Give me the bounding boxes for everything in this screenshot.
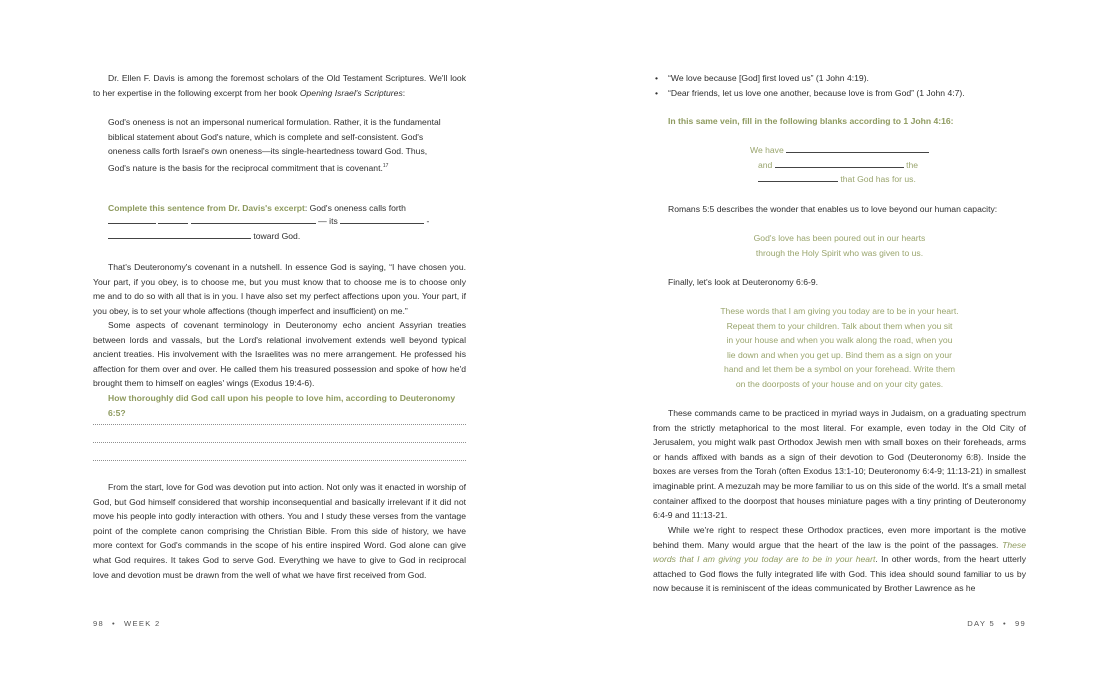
left-page [93, 0, 466, 700]
covenant-paragraph: That's Deuteronomy's covenant in a nutshell. In essence God is saying, “I have chosen you. Your part, if you obey, is to choose me, but you must know that to choose me is to choose only me and to do so with all that is in you. I have also set my perfect affections upon you. Your part, if you obey, is to set your whole affections (though imperfect and insufficient) on me.” [93, 262, 466, 316]
prompt-label: Complete this sentence from Dr. Davis's excerpt [108, 203, 305, 213]
deut-intro: Finally, let's look at Deuteronomy 6:6-9. [668, 277, 819, 287]
motive-paragraph: While we're right to respect these Orthodox practices, even more important is the motive behind them. Many would argue that the heart of the law is the point of the passages. These words that I am giving you today are to be in your heart. In other words, from the heart utterly attached to God flows the fully integrated life with God. This idea should sound familiar to us by now because it is reminiscent of the ideas communicated by Brother Lawrence as he [653, 525, 1026, 594]
davis-excerpt: God's oneness is not an impersonal numerical formulation. Rather, it is the fundamental biblical statement about God's nature, which is complete and self-consistent. God's oneness calls forth Israel's own oneness—its single-heartedness toward God. Thus, God's nature is the basis for the reciprocal commitment that is covenant.$^{17}$ [108, 117, 441, 173]
assyrian-paragraph: Some aspects of covenant terminology in Deuteronomy echo ancient Assyrian treaties between lords and vassals, but the Lord's relational involvement extends well beyond typical ancient treaties. His involvement with the Israelites was no mere arrangement. He professed his affection for them over and over. He called them his treasured possession and spoke of how he'd brought them to himself on eagles' wings (Exodus 19:4-6). [93, 320, 466, 389]
practices-paragraph: These commands came to be practiced in myriad ways in Judaism, on a graduating spectrum from the strictly metaphorical to the most literal. For example, even today in the Old City of Jerusalem, you might walk past Orthodox Jewish men with small boxes on their foreheads, arms or hands affixed with bands as a sign of their devotion to God (Deuteronomy 6:8). Inside the boxes are verses from the Torah (often Exodus 13:1-10; Deuteronomy 6:4-9; 11:13-21) in smallest imaginable print. A mezuzah may be more familiar to us on this side of the world. It's a small metal container affixed to the doorpost that houses miniature pages with a tiny printing of Deuteronomy 6:4-9 and 11:13-21. [653, 408, 1026, 521]
bullet-item: • “We love because [God] first loved us” (1 John 4:19). [653, 71, 1026, 86]
answer-line[interactable] [93, 460, 466, 461]
romans-verse: God's love has been poured out in our hearts through the Holy Spirit who was given to us. [753, 233, 926, 258]
book-title: Opening Israel's Scriptures [299, 87, 403, 98]
intro-paragraph: Dr. Ellen F. Davis is among the foremost scholars of the Old Testament Scriptures. We'll look to her expertise in the following excerpt from her book Opening Israel's Scriptures: [93, 73, 466, 98]
right-page [653, 0, 1026, 700]
blank-2[interactable] [158, 214, 188, 224]
left-footer [93, 619, 161, 628]
blank-1john-2[interactable] [775, 158, 904, 168]
fill-instruction: In this same vein, fill in the following blanks according to 1 John 4:16: [668, 116, 954, 126]
bullet-separator: • [112, 619, 117, 628]
romans-intro: Romans 5:5 describes the wonder that enables us to love beyond our human capacity: [668, 204, 998, 214]
answer-line[interactable] [93, 424, 466, 425]
fill-blanks-1john: We have and the that God has for us. [653, 143, 1026, 187]
week-label: WEEK 2 [124, 619, 161, 628]
blank-1john-1[interactable] [786, 143, 929, 153]
page-number: 98 [93, 619, 105, 628]
day-label: DAY 5 [967, 619, 995, 628]
blank-1[interactable] [108, 214, 156, 224]
question-deut-6-5: How thoroughly did God call upon his people to love him, according to Deuteronomy 6:5? [108, 393, 456, 418]
right-footer [967, 619, 1026, 628]
footnote-marker: 17 [382, 162, 389, 169]
bullet-separator: • [1002, 619, 1007, 628]
blank-5[interactable] [108, 229, 251, 239]
devotion-paragraph: From the start, love for God was devotion put into action. Not only was it enacted in worship of God, but God himself considered that worship inconsequential and basically irrelevant if it did not move his people into godly interaction with others. You and I study these verses from the vantage point of the complete canon comprising the Christian Bible. From this side of history, we have more context for God's commands in the scope of his entire inspired Word. God alone can give what God requires. It takes God to serve God. Everything we have to give to God in reciprocal love and devotion must be drawn from the well of what we have first received from God. [93, 482, 466, 580]
answer-line[interactable] [93, 442, 466, 443]
blank-3[interactable] [191, 214, 316, 224]
blank-1john-3[interactable] [758, 172, 838, 182]
complete-sentence-prompt: Complete this sentence from Dr. Davis's excerpt: God's oneness calls forth [108, 203, 406, 213]
emphasized-verse: These words that I am giving you today are to be in your heart [653, 539, 1026, 565]
deut-verse: These words that I am giving you today are to be in your heart. Repeat them to your children. Talk about them when you sit in your house and when you walk along the road, when you lie down and when you get up. Bind them as a sign on your hand and let them be a symbol on your forehead. Write them on the doorposts of your house and on your city gates. [720, 306, 959, 389]
blank-4[interactable] [340, 214, 424, 224]
scripture-bullets [653, 71, 1026, 100]
bullet-item: • “Dear friends, let us love one another, because love is from God” (1 John 4:7). [653, 86, 1026, 101]
page-number: 99 [1014, 619, 1026, 628]
davis-blanks: — its - toward God. [108, 214, 466, 243]
